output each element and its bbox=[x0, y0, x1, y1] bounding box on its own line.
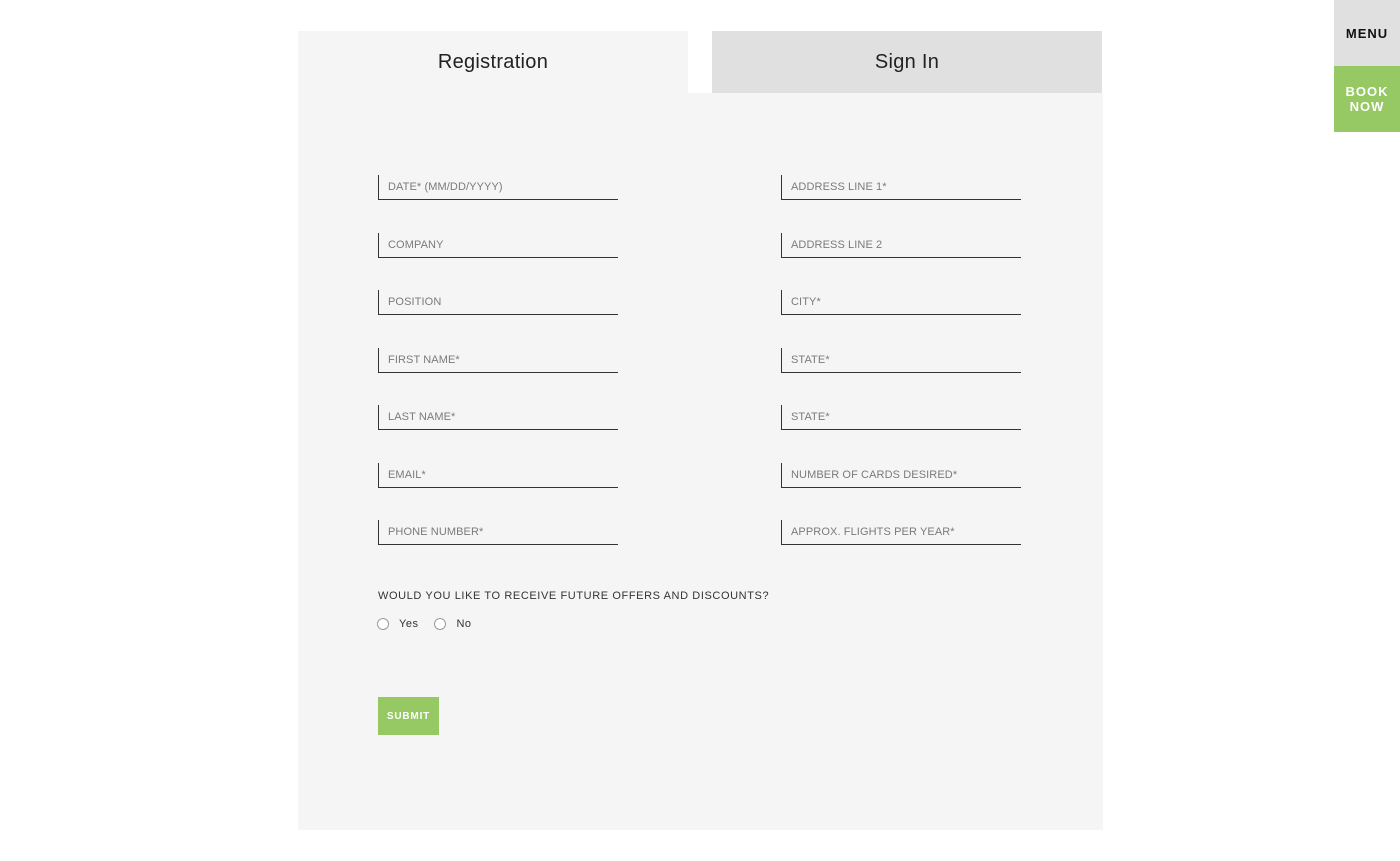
address-line-2-input[interactable] bbox=[782, 233, 1021, 257]
last-name-input[interactable] bbox=[379, 405, 618, 429]
last-name-field[interactable] bbox=[378, 405, 618, 430]
state-input-2[interactable] bbox=[782, 405, 1021, 429]
address-line-2-field[interactable] bbox=[781, 233, 1021, 258]
date-field[interactable] bbox=[378, 175, 618, 200]
city-input[interactable] bbox=[782, 290, 1021, 314]
date-input[interactable] bbox=[379, 175, 618, 199]
email-field[interactable] bbox=[378, 463, 618, 488]
offers-yes-label[interactable]: Yes bbox=[399, 618, 419, 630]
form-tabs bbox=[298, 31, 1103, 93]
first-name-input[interactable] bbox=[379, 348, 618, 372]
menu-button[interactable]: MENU bbox=[1334, 0, 1400, 66]
radio-unchecked-icon[interactable] bbox=[377, 618, 389, 630]
state-input[interactable] bbox=[782, 348, 1021, 372]
state-field-2[interactable] bbox=[781, 405, 1021, 430]
first-name-field[interactable] bbox=[378, 348, 618, 373]
number-of-cards-input[interactable] bbox=[782, 463, 1021, 487]
position-field[interactable] bbox=[378, 290, 618, 315]
address-line-1-input[interactable] bbox=[782, 175, 1021, 199]
tab-sign-in[interactable]: Sign In bbox=[712, 31, 1102, 93]
radio-unchecked-icon[interactable] bbox=[434, 618, 446, 630]
phone-number-field[interactable] bbox=[378, 520, 618, 545]
state-field[interactable] bbox=[781, 348, 1021, 373]
book-now-button[interactable]: BOOK NOW bbox=[1334, 66, 1400, 132]
company-field[interactable] bbox=[378, 233, 618, 258]
offers-question: WOULD YOU LIKE TO RECEIVE FUTURE OFFERS AND DISCOUNTS? bbox=[378, 590, 770, 602]
offers-no-label[interactable]: No bbox=[456, 618, 472, 630]
flights-per-year-field[interactable] bbox=[781, 520, 1021, 545]
phone-number-input[interactable] bbox=[379, 520, 618, 544]
offers-radio-group bbox=[377, 616, 488, 632]
tab-registration[interactable]: Registration bbox=[298, 31, 688, 93]
submit-button[interactable]: SUBMIT bbox=[378, 697, 439, 735]
city-field[interactable] bbox=[781, 290, 1021, 315]
position-input[interactable] bbox=[379, 290, 618, 314]
flights-per-year-input[interactable] bbox=[782, 520, 1021, 544]
number-of-cards-field[interactable] bbox=[781, 463, 1021, 488]
company-input[interactable] bbox=[379, 233, 618, 257]
address-line-1-field[interactable] bbox=[781, 175, 1021, 200]
email-input[interactable] bbox=[379, 463, 618, 487]
